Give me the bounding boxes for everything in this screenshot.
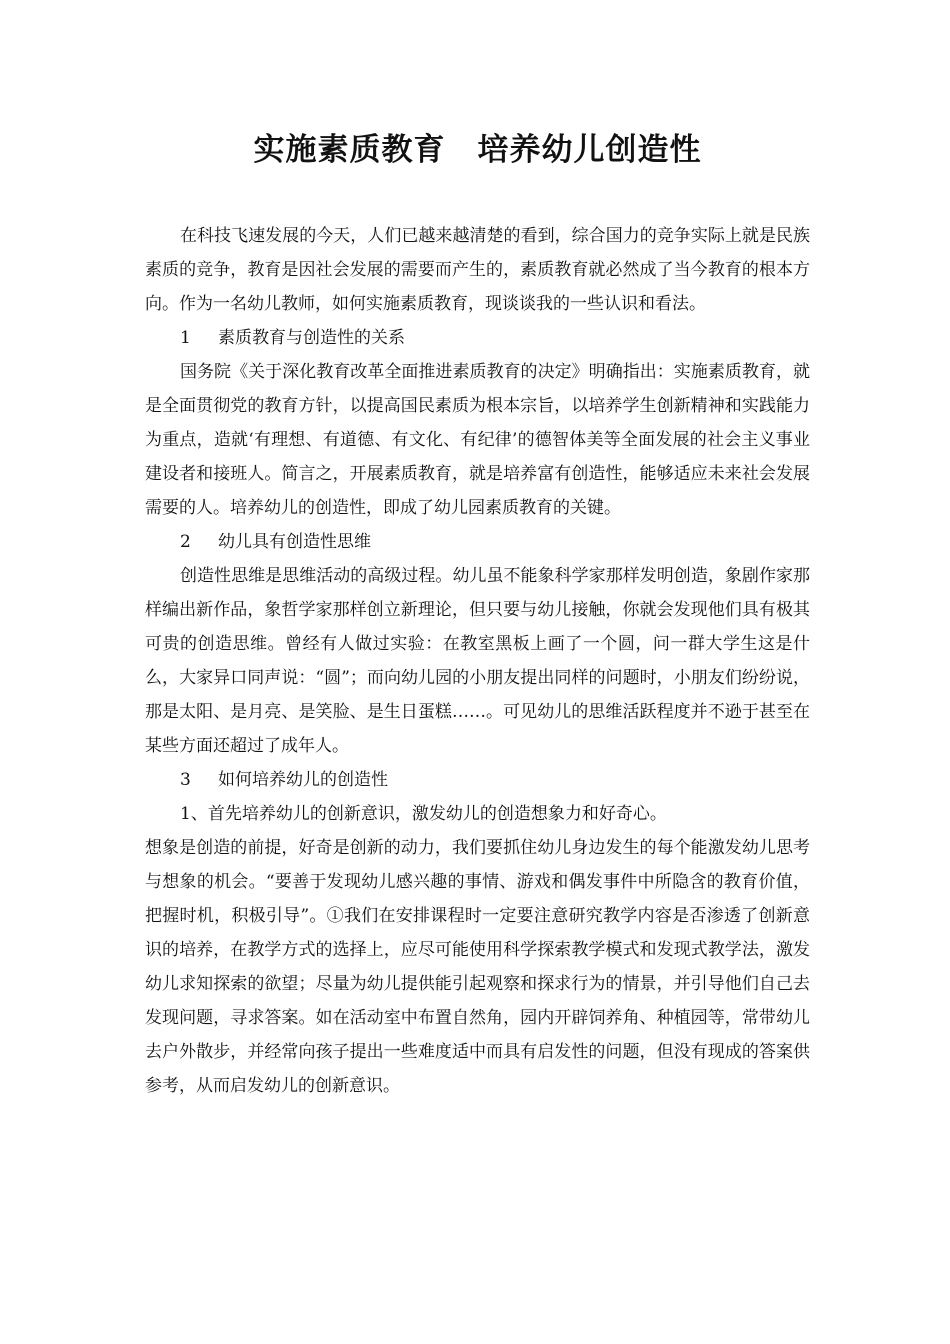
section-body-1: 国务院《关于深化教育改革全面推进素质教育的决定》明确指出：实施素质教育，就是全面贯彻党的教育方针，以提高国民素质为根本宗旨，以培养学生创新精神和实践能力为重点，造就‘有理想、有道德、有文化、有纪律’的德智体美等全面发展的社会主义事业建设者和接班人。简言之，开展素质教育，就是培养富有创造性，能够适应未来社会发展需要的人。培养幼儿的创造性，即成了幼儿园素质教育的关键。 bbox=[145, 362, 810, 518]
section-heading-text: 如何培养幼儿的创造性 bbox=[218, 770, 388, 790]
document-page bbox=[145, 125, 810, 1103]
section-heading-2 bbox=[145, 525, 810, 559]
section-heading-text: 幼儿具有创造性思维 bbox=[218, 532, 371, 552]
section-body-3: 想象是创造的前提，好奇是创新的动力，我们要抓住幼儿身边发生的每个能激发幼儿思考与想象的机会。“要善于发现幼儿感兴趣的事情、游戏和偶发事件中所隐含的教育价值，把握时机，积极引导”。①我们在安排课程时一定要注意研究教学内容是否渗透了创新意识的培养，在教学方式的选择上，应尽可能使用科学探索教学模式和发现式教学法，激发幼儿求知探索的欲望；尽量为幼儿提供能引起观察和探求行为的情景，并引导他们自己去发现问题，寻求答案。如在活动室中布置自然角，园内开辟饲养角、种植园等，常带幼儿去户外散步，并经常向孩子提出一些难度适中而具有启发性的问题，但没有现成的答案供参考，从而启发幼儿的创新意识。 bbox=[145, 838, 810, 1096]
section-heading-text: 素质教育与创造性的关系 bbox=[218, 328, 405, 348]
section-number: 1 bbox=[180, 328, 191, 348]
document-title: 实施素质教育 培养幼儿创造性 bbox=[253, 132, 702, 168]
sub-heading-3-1: 1、首先培养幼儿的创新意识，激发幼儿的创造想象力和好奇心。 bbox=[180, 804, 667, 824]
intro-paragraph: 在科技飞速发展的今天，人们已越来越清楚的看到，综合国力的竞争实际上就是民族素质的竞争，教育是因社会发展的需要而产生的，素质教育就必然成了当今教育的根本方向。作为一名幼儿教师，如何实施素质教育，现谈谈我的一些认识和看法。 bbox=[145, 226, 810, 314]
section-body-2: 创造性思维是思维活动的高级过程。幼儿虽不能象科学家那样发明创造，象剧作家那样编出新作品，象哲学家那样创立新理论，但只要与幼儿接触，你就会发现他们具有极其可贵的创造思维。曾经有人做过实验：在教室黑板上画了一个圆，问一群大学生这是什么，大家异口同声说：“圆”；而向幼儿园的小朋友提出同样的问题时，小朋友们纷纷说，那是太阳、是月亮、是笑脸、是生日蛋糕……。可见幼儿的思维活跃程度并不逊于甚至在某些方面还超过了成年人。 bbox=[145, 566, 810, 756]
section-number: 3 bbox=[180, 770, 191, 790]
section-heading-1 bbox=[145, 321, 810, 355]
section-number: 2 bbox=[180, 532, 191, 552]
section-heading-3 bbox=[145, 763, 810, 797]
